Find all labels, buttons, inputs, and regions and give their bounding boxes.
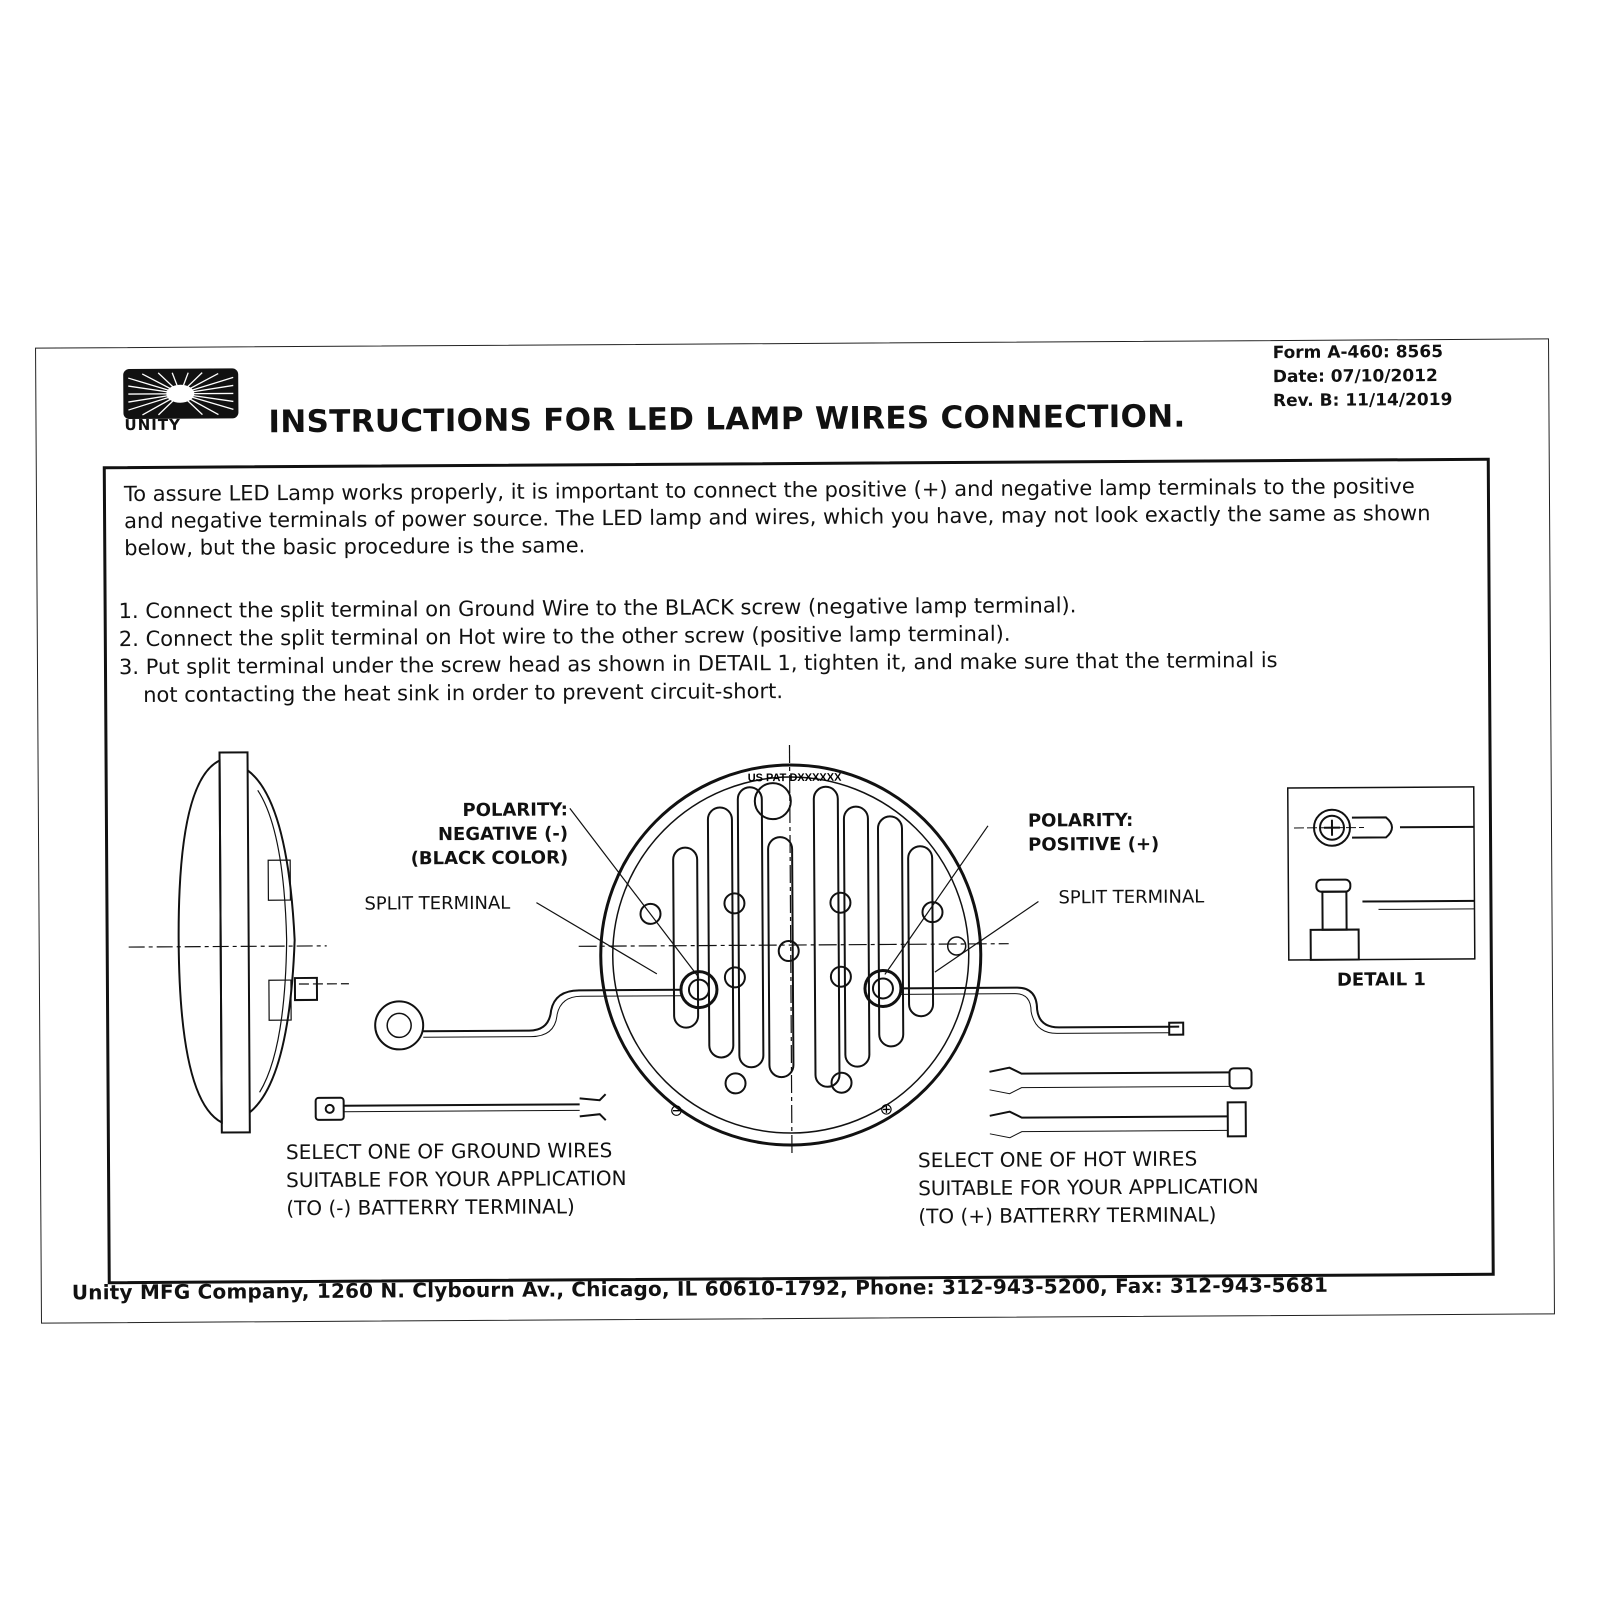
minus-sign: ⊖ <box>669 1100 684 1120</box>
ground-caption-line-3: (TO (-) BATTERRY TERMINAL) <box>286 1194 575 1221</box>
hot-caption-line-2: SUITABLE FOR YOUR APPLICATION <box>918 1174 1259 1201</box>
intro-paragraph: To assure LED Lamp works properly, it is important to connect the positive (+) and negative lamp terminals to the positive and negative terminals of power source. The LED lamp and wires, which you have, may not look exactly the same as shown below, but the basic procedure is the same. <box>123 474 1431 561</box>
negative-polarity-sign: NEGATIVE (-) <box>437 823 569 846</box>
hot-caption-line-3: (TO (+) BATTERRY TERMINAL) <box>918 1202 1217 1229</box>
form-revision: Rev. B: 11/14/2019 <box>1272 389 1453 412</box>
step-3-continued: not contacting the heat sink in order to prevent circuit-short. <box>143 679 784 707</box>
split-terminal-right-label: SPLIT TERMINAL <box>1058 886 1205 909</box>
unity-logo <box>122 367 239 420</box>
form-info <box>1273 340 1453 413</box>
negative-polarity-label <box>400 798 568 871</box>
wiring-diagram <box>107 733 1491 1281</box>
patent-text: US PAT DXXXXXX <box>747 771 842 785</box>
instructions-box <box>103 458 1495 1284</box>
brand-name: UNITY <box>124 415 181 435</box>
step-1: 1. Connect the split terminal on Ground Wire to the BLACK screw (negative lamp terminal). <box>118 593 1077 624</box>
hot-wire-caption <box>918 1144 1259 1230</box>
negative-polarity-heading: POLARITY: <box>462 799 568 822</box>
step-2: 2. Connect the split terminal on Hot wire to the other screw (positive lamp terminal). <box>118 621 1011 652</box>
positive-polarity-label <box>1028 809 1159 858</box>
lamp-side-view <box>128 752 350 1133</box>
positive-polarity-sign: POSITIVE (+) <box>1028 833 1160 856</box>
ground-wire-caption <box>286 1136 627 1222</box>
form-date: Date: 07/10/2012 <box>1272 366 1438 388</box>
ground-caption-line-1: SELECT ONE OF GROUND WIRES <box>285 1138 613 1165</box>
split-terminal-left-label: SPLIT TERMINAL <box>364 892 511 915</box>
steps-list <box>119 589 1465 709</box>
negative-polarity-color: (BLACK COLOR) <box>410 847 569 870</box>
ground-caption-line-2: SUITABLE FOR YOUR APPLICATION <box>286 1166 627 1193</box>
positive-polarity-heading: POLARITY: <box>1027 809 1134 832</box>
form-number: Form A-460: 8565 <box>1272 342 1444 364</box>
instruction-sheet <box>35 338 1555 1323</box>
page-title: INSTRUCTIONS FOR LED LAMP WIRES CONNECTION. <box>268 398 1186 441</box>
plus-sign: ⊕ <box>879 1099 894 1119</box>
step-3: 3. Put split terminal under the screw head as shown in DETAIL 1, tighten it, and make sure that the terminal is <box>118 648 1278 680</box>
company-footer: Unity MFG Company, 1260 N. Clybourn Av., Chicago, IL 60610-1792, Phone: 312-943-5200, Fax: 312-943-5681 <box>71 1272 1329 1305</box>
detail-1-label: DETAIL 1 <box>1336 969 1426 991</box>
hot-caption-line-1: SELECT ONE OF HOT WIRES <box>917 1146 1198 1173</box>
